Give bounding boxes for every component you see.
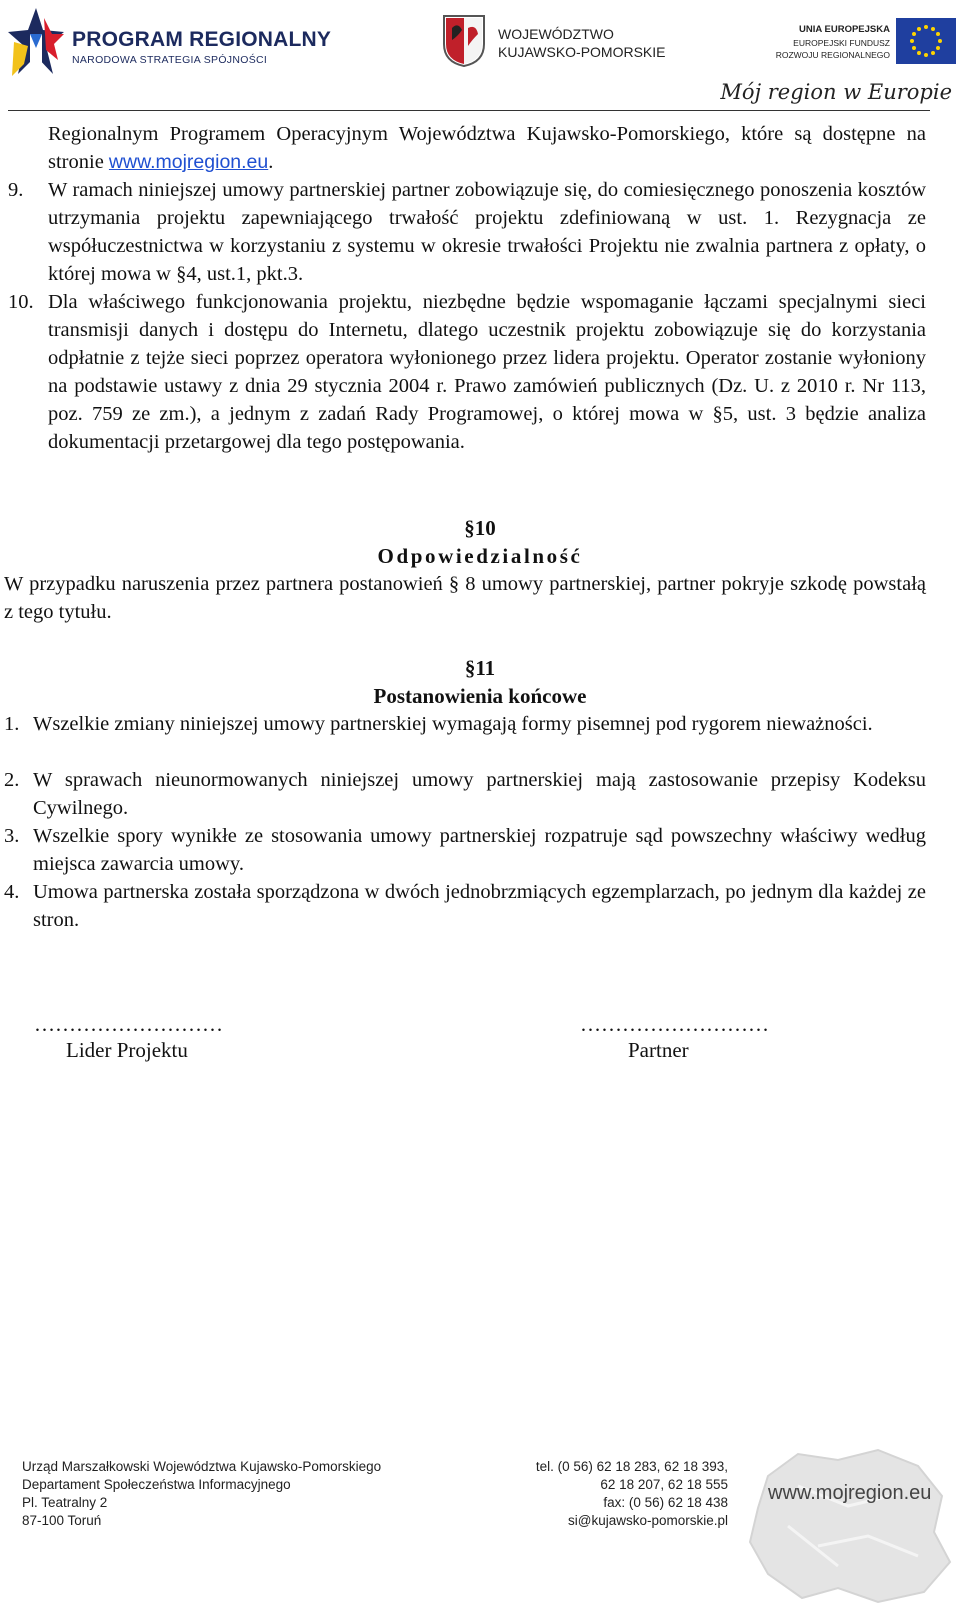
program-subtitle: NARODOWA STRATEGIA SPÓJNOŚCI <box>72 54 268 66</box>
item-text: Wszelkie zmiany niniejszej umowy partnerskiej wymagają formy pisemnej pod rygorem nieważności. <box>33 713 873 735</box>
eu-logo <box>770 18 956 68</box>
address-line: Pl. Teatralny 2 <box>22 1495 108 1510</box>
office-contact <box>536 1458 728 1530</box>
item-text: W ramach niniejszej umowy partnerskiej partner zobowiązuje się, do comiesięcznego ponoszenia kosztów utrzymania projektu zapewniającego trwałość projektu zdefiniowaną w ust. 1. Rezygnacja ze współuczestnictwa w korzystaniu z systemu w okresie trwałości Projektu nie zwalnia partnera z opłaty, o której mowa w §4, ust.1, pkt.3. <box>48 179 926 285</box>
star-logo-icon <box>8 4 64 82</box>
section-title: Postanowienia końcowe <box>373 684 587 708</box>
contact-line: tel. (0 56) 62 18 283, 62 18 393, <box>535 1459 728 1474</box>
voivodeship-line1: WOJEWÓDZTWO <box>498 26 614 42</box>
item-text: Umowa partnerska została sporządzona w dwóch jednobrzmiących egzemplarzach, po jednym dla każdej ze stron. <box>33 881 926 931</box>
footer-website[interactable]: www.mojregion.eu <box>768 1482 932 1504</box>
signature-line-right: ……………………… <box>580 1012 769 1036</box>
signature-label-leader: Lider Projektu <box>66 1038 188 1062</box>
item-number: 3. <box>4 825 20 847</box>
voivodeship-line2: KUJAWSKO-POMORSKIE <box>498 44 666 60</box>
office-address <box>22 1458 381 1530</box>
continuation-text: Regionalnym Programem Operacyjnym Województwa Kujawsko-Pomorskiego, które są dostępne na stronie <box>48 123 926 173</box>
item-text: Wszelkie spory wynikłe ze stosowania umowy partnerskiej rozpatruje sąd powszechny właściwy według miejsca zawarcia umowy. <box>33 825 926 875</box>
eu-line3: ROZWOJU REGIONALNEGO <box>775 50 890 60</box>
item-number: 1. <box>4 713 20 735</box>
eu-line1: UNIA EUROPEJSKA <box>799 24 890 35</box>
item-number: 10. <box>8 291 34 313</box>
address-line: Departament Społeczeństwa Informacyjnego <box>22 1477 291 1492</box>
slogan: Mój region w Europie <box>720 80 952 104</box>
contact-email[interactable]: si@kujawsko-pomorskie.pl <box>567 1513 728 1528</box>
region-map-icon <box>728 1446 960 1606</box>
eu-flag-icon <box>896 18 956 64</box>
address-line: 87-100 Toruń <box>22 1513 102 1528</box>
contact-line: fax: (0 56) 62 18 438 <box>603 1495 728 1510</box>
item-number: 4. <box>4 881 20 903</box>
eu-line2: EUROPEJSKI FUNDUSZ <box>793 38 890 48</box>
continuation-end: . <box>268 151 274 173</box>
header-divider <box>8 110 930 111</box>
signature-line-left: ……………………… <box>34 1012 223 1036</box>
address-line: Urząd Marszałkowski Województwa Kujawsko-Pomorskiego <box>22 1459 382 1474</box>
item-number: 2. <box>4 769 20 791</box>
continuation-paragraph <box>48 120 926 176</box>
mojregion-link[interactable]: www.mojregion.eu <box>108 151 269 173</box>
section-paragraph: W przypadku naruszenia przez partnera postanowień § 8 umowy partnerskiej, partner pokryje szkodę powstałą z tego tytułu. <box>4 573 926 623</box>
section-number: §10 <box>464 516 496 540</box>
item-text: Dla właściwego funkcjonowania projektu, niezbędne będzie wspomaganie łączami specjalnymi sieci transmisji danych i dostępu do Internetu, dlatego uczestnik projektu zobowiązuje się do korzystania odpłatnie z tejże sieci poprzez operatora wyłonionego przez lidera projektu. Operator zostanie wyłoniony na podstawie ustawy z dnia 29 stycznia 2004 r. Prawo zamówień publicznych (Dz. U. z 2010 r. Nr 113, poz. 759 ze zm.), a jednym z zadań Rady Programowej, o której mowa w §5, ust. 3 będzie analiza dokumentacji przetargowej dla tego postępowania. <box>48 291 926 453</box>
section-number: §11 <box>464 656 496 680</box>
item-number: 9. <box>8 179 24 201</box>
program-title: PROGRAM REGIONALNY <box>72 28 332 51</box>
contact-line: 62 18 207, 62 18 555 <box>600 1477 728 1492</box>
section-title: Odpowiedzialność <box>377 544 583 568</box>
page-footer <box>0 1440 960 1620</box>
voivodeship-logo <box>442 14 672 70</box>
signature-label-partner: Partner <box>628 1038 689 1062</box>
coat-of-arms-icon <box>442 14 486 68</box>
page-header <box>0 0 960 118</box>
item-text: W sprawach nieunormowanych niniejszej umowy partnerskiej mają zastosowanie przepisy Kodeksu Cywilnego. <box>33 769 926 819</box>
program-regionalny-logo <box>8 4 332 84</box>
